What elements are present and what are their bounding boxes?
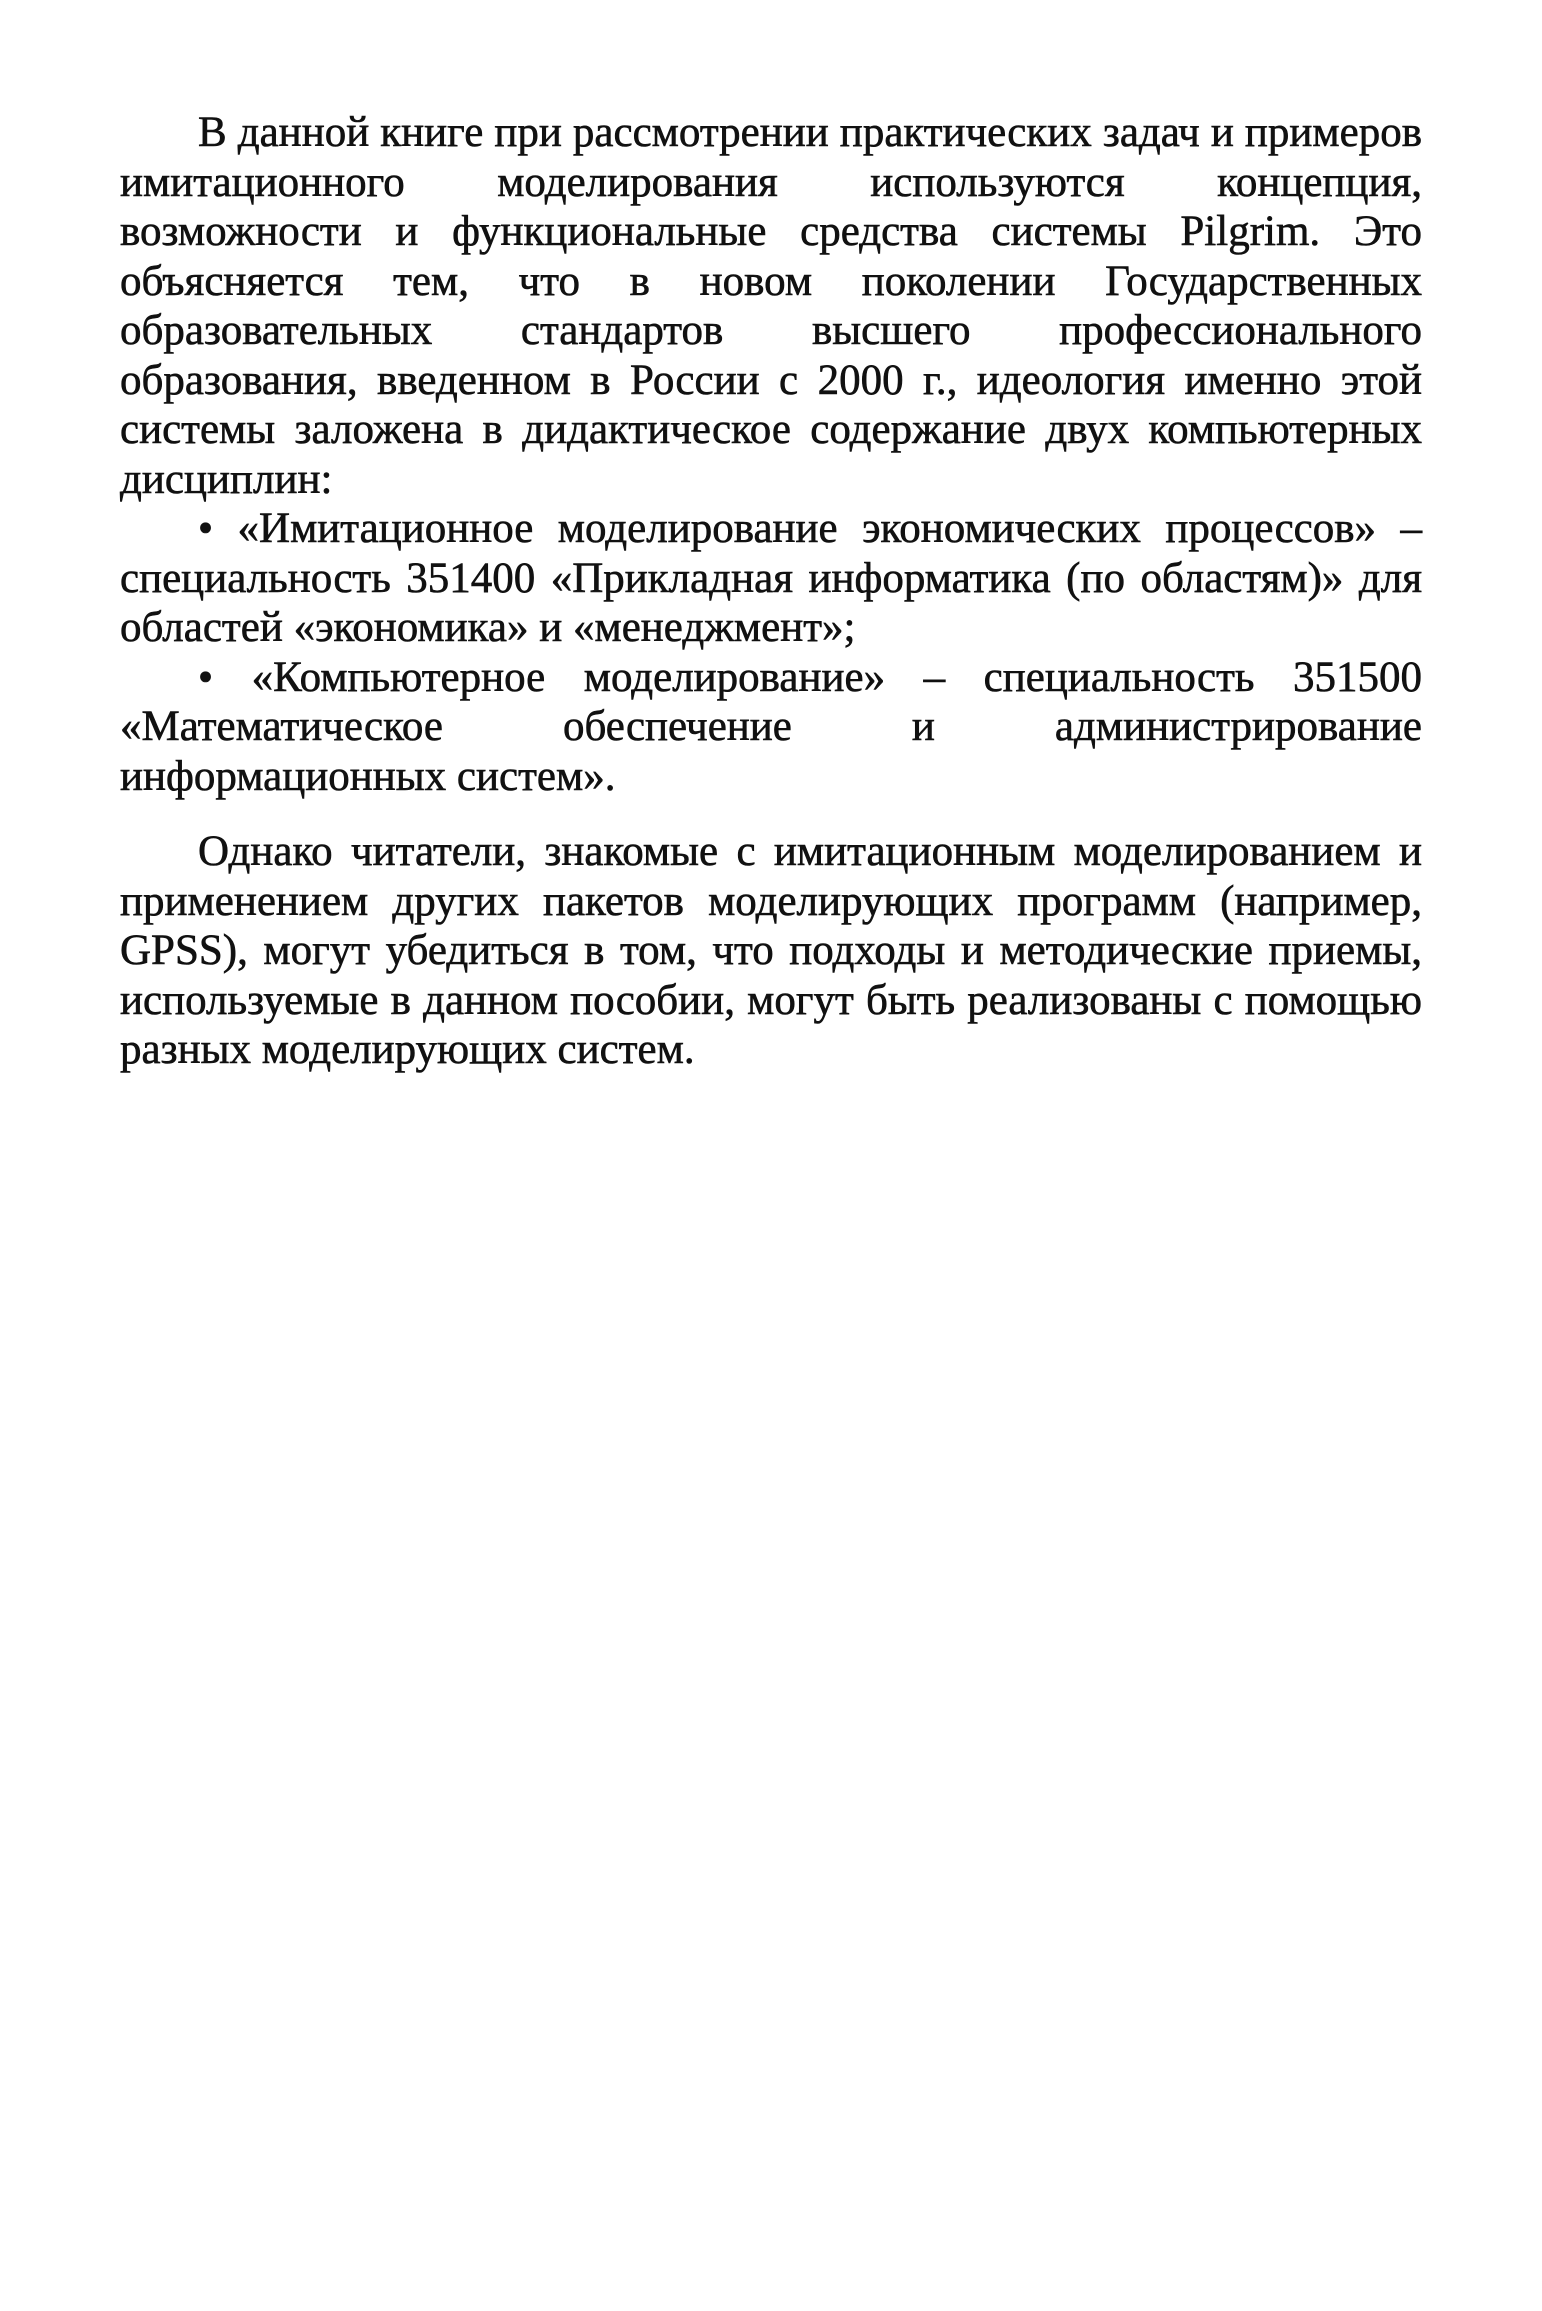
discipline-list xyxy=(120,504,1422,801)
discipline-text: «Имитационное моделирование экономических процессов» – специальность 351400 «Прикладная информатика (по областям)» для областей «экономика» и «менеджмент»; xyxy=(120,505,1422,651)
closing-paragraph: Однако читатели, знакомые с имитационным моделированием и применением других пакетов моделирующих программ (например, GPSS), могут убедиться в том, что подходы и методические приемы, используемые в данном пособии, могут быть реализованы с помощью разных моделирующих систем. xyxy=(120,828,1422,1073)
bullet-icon: • xyxy=(198,505,214,552)
list-item-discipline-2 xyxy=(120,653,1422,802)
list-item-discipline-1 xyxy=(120,504,1422,653)
intro-paragraph: В данной книге при рассмотрении практических задач и примеров имитационного моделирования используются концепция, возможности и функциональные средства системы Pilgrim. Это объясняется тем, что в новом поколении Государственных образовательных стандартов высшего профессионального образования, введенном в России с 2000 г., идеология именно этой системы заложена в дидактическое содержание двух компьютерных дисциплин: xyxy=(120,109,1422,503)
document-page xyxy=(120,108,1422,1075)
bullet-icon: • xyxy=(198,653,214,701)
paragraph-spacer xyxy=(120,801,1422,827)
discipline-text: «Компьютерное моделирование» – специальность 351500 «Математическое обеспечение и администрирование информационных систем». xyxy=(120,653,1422,800)
